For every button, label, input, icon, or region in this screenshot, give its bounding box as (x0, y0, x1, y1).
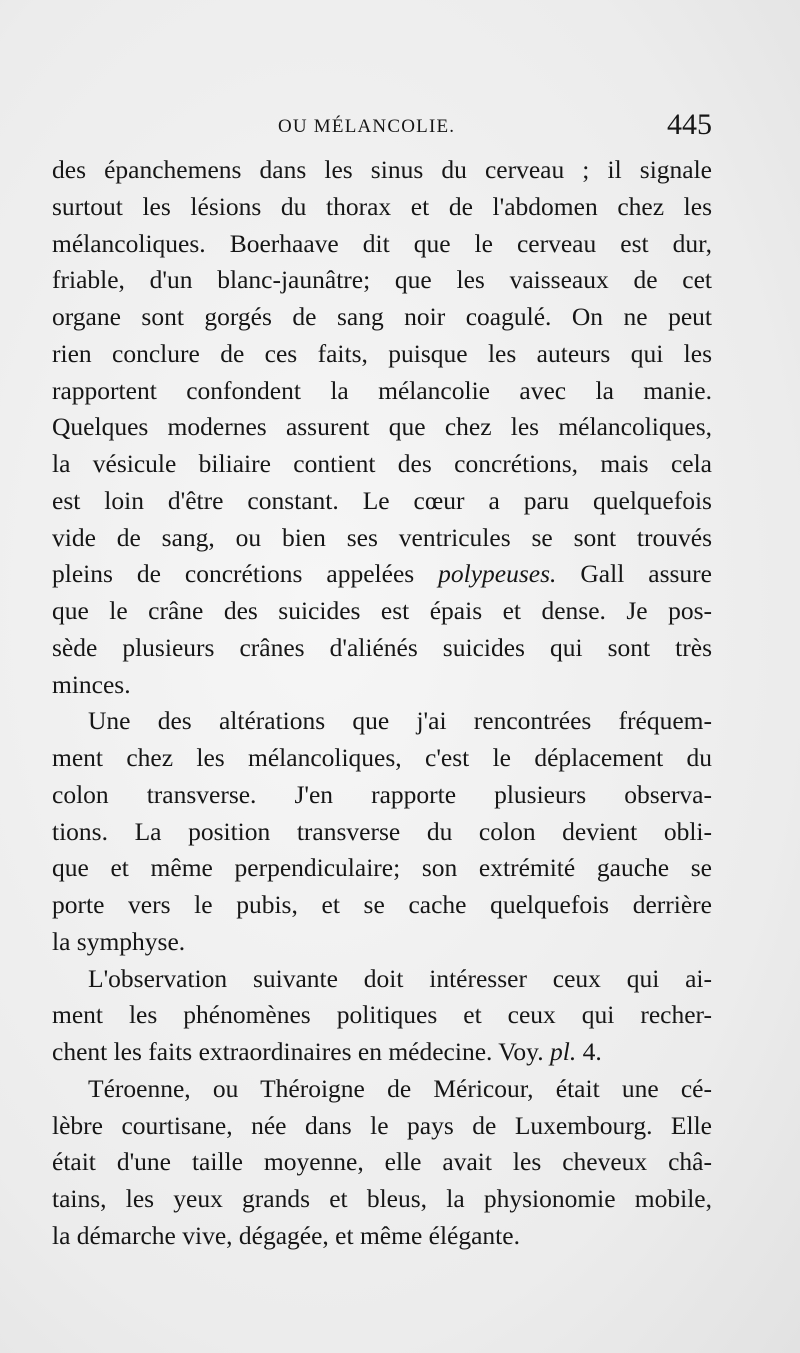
page-number: 445 (667, 108, 712, 141)
text-line: surtout les lésions du thorax et de l'abdomen chez les (52, 191, 712, 221)
text-line: rapportent confondent la mélancolie avec la manie. (52, 375, 712, 405)
text-line: mélancoliques. Boerhaave dit que le cerveau est dur, (52, 228, 712, 258)
text-line: sède plusieurs crânes d'aliénés suicides qui sont très (52, 632, 712, 662)
text-line: est loin d'être constant. Le cœur a paru quelquefois (52, 485, 712, 515)
text-line: que le crâne des suicides est épais et dense. Je pos- (52, 596, 712, 625)
line-text: chent les faits extraordinaires en médecine. Voy. (52, 1037, 551, 1066)
paragraph-first-line: Téroenne, ou Théroigne de Méricour, était une cé- (88, 1073, 712, 1103)
page-header (52, 108, 712, 148)
text-line: friable, d'un blanc-jaunâtre; que les vaisseaux de cet (52, 265, 712, 295)
text-line: colon transverse. J'en rapporte plusieurs observa- (52, 779, 712, 809)
text-line: organe sont gorgés de sang noir coagulé. On ne peut (52, 302, 712, 331)
text-line-with-italic (52, 1034, 712, 1071)
text-line-with-italic (52, 556, 712, 593)
text-line: ment chez les mélancoliques, c'est le déplacement du (52, 743, 712, 772)
text-line: minces. (52, 669, 131, 699)
text-line: la démarche vive, dégagée, et même élégante. (52, 1220, 520, 1250)
text-line: porte vers le pubis, et se cache quelquefois derrière (52, 890, 712, 919)
text-line: Quelques modernes assurent que chez les mélancoliques, (52, 412, 712, 442)
line-text: pleins de concrétions appelées (52, 559, 439, 589)
text-line: tions. La position transverse du colon devient obli- (52, 816, 712, 846)
text-line: la vésicule biliaire contient des concrétions, mais cela (52, 449, 712, 478)
italic-term: pl. (550, 1037, 577, 1066)
paragraph-first-line: Une des altérations que j'ai rencontrées fréquem- (88, 706, 712, 736)
running-head: OU MÉLANCOLIE. (278, 116, 456, 137)
body-text (52, 152, 712, 1255)
line-text: 4. (576, 1037, 602, 1066)
text-line: tains, les yeux grands et bleus, la physionomie mobile, (52, 1184, 712, 1213)
text-line: rien conclure de ces faits, puisque les auteurs qui les (52, 338, 712, 368)
italic-term: polypeuses. (438, 559, 557, 589)
text-line: des épanchemens dans les sinus du cerveau ; il signale (52, 155, 712, 184)
text-line: lèbre courtisane, née dans le pays de Luxembourg. Elle (52, 1110, 712, 1140)
text-line: vide de sang, ou bien ses ventricules se sont trouvés (52, 522, 712, 552)
paragraph-first-line: L'observation suivante doit intéresser ceux qui ai- (88, 963, 712, 993)
text-line: ment les phénomènes politiques et ceux qui recher- (52, 1000, 712, 1030)
text-line: la symphyse. (52, 926, 186, 956)
text-line: était d'une taille moyenne, elle avait les cheveux châ- (52, 1147, 712, 1177)
text-line: que et même perpendiculaire; son extrémité gauche se (52, 853, 712, 883)
line-text: Gall assure (556, 559, 712, 589)
